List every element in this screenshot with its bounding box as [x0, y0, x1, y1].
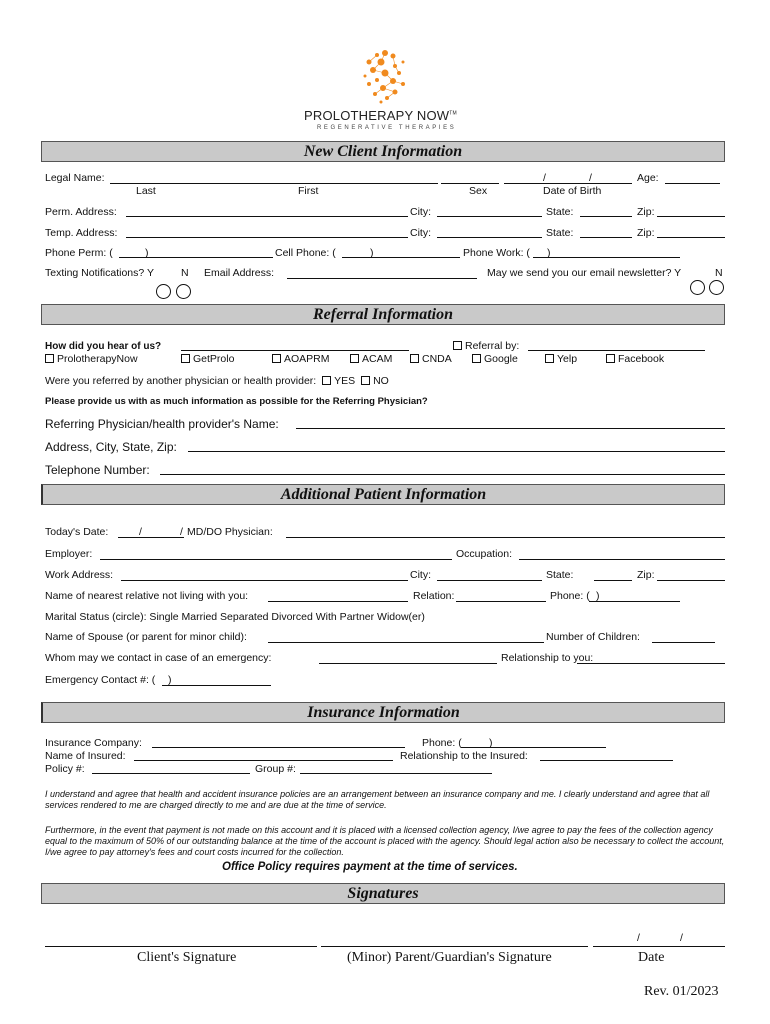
emergency-contact-person-label: Whom may we contact in case of an emergency: [45, 652, 272, 664]
checkbox[interactable] [181, 354, 190, 363]
option-label: ProlotherapyNow [57, 353, 138, 365]
relation-line[interactable] [456, 601, 546, 602]
temp-address-label: Temp. Address: [45, 227, 118, 239]
referred-question-label: Were you referred by another physician or health provider: [45, 375, 317, 387]
sex-line[interactable] [441, 183, 499, 184]
spouse-label: Name of Spouse (or parent for minor child): [45, 631, 247, 643]
opt-cnda[interactable] [410, 353, 452, 365]
children-label: Number of Children: [546, 631, 640, 643]
occupation-line[interactable] [519, 559, 725, 560]
section-signatures: Signatures [41, 883, 725, 904]
checkbox[interactable] [606, 354, 615, 363]
referral-by-label: Referral by: [465, 340, 520, 352]
ref-phone-line[interactable] [160, 474, 725, 475]
how-heard-line[interactable] [181, 350, 409, 351]
checkbox[interactable] [545, 354, 554, 363]
opt-google[interactable] [472, 353, 518, 365]
perm-state-line[interactable] [580, 216, 632, 217]
perm-address-line[interactable] [126, 216, 408, 217]
relation-label: Relation: [413, 590, 455, 602]
temp-city-label: City: [410, 227, 431, 239]
texting-n-circle[interactable] [176, 284, 191, 299]
today-label: Today's Date: [45, 526, 109, 538]
work-zip-line[interactable] [657, 580, 725, 581]
today-slash-1: / [139, 526, 142, 538]
ref-phone-label: Telephone Number: [45, 463, 150, 477]
phone-perm-paren: ) [145, 247, 149, 259]
insurance-phone-line[interactable] [461, 747, 606, 748]
checkbox[interactable] [272, 354, 281, 363]
insured-relationship-line[interactable] [540, 760, 673, 761]
first-caption: First [298, 185, 319, 197]
relative-phone-label: Phone: ( [550, 590, 590, 602]
section-additional: Additional Patient Information [41, 484, 725, 505]
section-insurance: Insurance Information [41, 702, 725, 723]
occupation-label: Occupation: [456, 548, 513, 560]
legal-name-line[interactable] [110, 183, 438, 184]
insurance-company-label: Insurance Company: [45, 737, 142, 749]
relative-phone-paren: ) [596, 590, 600, 602]
option-label: ACAM [362, 353, 393, 365]
phone-perm-line[interactable] [119, 257, 273, 258]
perm-zip-line[interactable] [657, 216, 725, 217]
temp-zip-label: Zip: [637, 227, 655, 239]
texting-n: N [181, 267, 189, 279]
ref-address-line[interactable] [188, 451, 725, 452]
referral-by-line[interactable] [528, 350, 705, 351]
nearest-relative-label: Name of nearest relative not living with you: [45, 590, 249, 602]
perm-city-label: City: [410, 206, 431, 218]
policy-label: Policy #: [45, 763, 85, 775]
logo-tm: TM [449, 110, 457, 117]
relative-phone-line[interactable] [589, 601, 680, 602]
guardian-signature-line[interactable] [321, 946, 588, 947]
logo-tagline: REGENERATIVE THERAPIES [317, 125, 457, 131]
no-checkbox[interactable] [361, 376, 370, 385]
guardian-signature-caption: (Minor) Parent/Guardian's Signature [347, 950, 552, 965]
checkbox[interactable] [472, 354, 481, 363]
temp-city-line[interactable] [437, 237, 542, 238]
option-label: CNDA [422, 353, 452, 365]
checkbox[interactable] [350, 354, 359, 363]
emergency-contact-person-line[interactable] [319, 663, 497, 664]
perm-zip-label: Zip: [637, 206, 655, 218]
work-address-label: Work Address: [45, 569, 114, 581]
insurance-phone-paren: ) [489, 737, 493, 749]
cell-phone-label: Cell Phone: ( [275, 247, 336, 259]
texting-label: Texting Notifications? Y [45, 267, 154, 279]
client-signature-caption: Client's Signature [137, 950, 237, 965]
opt-acam[interactable] [350, 353, 392, 365]
legal-name-label: Legal Name: [45, 172, 105, 184]
marital-status: Marital Status (circle): Single Married Separated Divorced With Partner Widow(er) [45, 611, 425, 623]
work-zip-label: Zip: [637, 569, 655, 581]
newsletter-n-circle[interactable] [709, 280, 724, 295]
yes-label: YES [334, 375, 356, 387]
signature-date-slash-2: / [680, 932, 683, 944]
logo-brand: PROLOTHERAPY NOW [304, 108, 450, 123]
temp-address-line[interactable] [126, 237, 408, 238]
phone-work-line[interactable] [533, 257, 680, 258]
referral-by-checkbox[interactable] [453, 341, 462, 350]
work-address-line[interactable] [121, 580, 408, 581]
option-label: Google [484, 353, 518, 365]
yes-checkbox[interactable] [322, 376, 331, 385]
opt-facebook[interactable] [606, 353, 664, 365]
insured-relationship-label: Relationship to the Insured: [400, 750, 528, 762]
employer-line[interactable] [100, 559, 452, 560]
cell-phone-line[interactable] [342, 257, 460, 258]
temp-state-label: State: [546, 227, 574, 239]
dob-caption: Date of Birth [543, 185, 602, 197]
spouse-line[interactable] [268, 642, 544, 643]
insurance-company-line[interactable] [152, 747, 405, 748]
perm-city-line[interactable] [437, 216, 542, 217]
insured-name-line[interactable] [134, 760, 393, 761]
dob-slash-1: / [543, 172, 546, 184]
revision: Rev. 01/2023 [644, 984, 719, 999]
emergency-number-paren: ) [168, 674, 172, 686]
relationship-line[interactable] [577, 663, 725, 664]
md-label: MD/DO Physician: [187, 526, 273, 538]
provide-info: Please provide us with as much information as possible for the Referring Physician? [45, 396, 428, 407]
today-line[interactable] [118, 537, 184, 538]
option-label: GetProlo [193, 353, 235, 365]
emergency-number-label: Emergency Contact #: ( [45, 674, 156, 686]
phone-work-paren: ) [547, 247, 551, 259]
collection-agreement-text: Furthermore, in the event that payment is not made on this account and it is placed with a licensed collection agency, I/we agree to pay the fees of the collection agency equal to the maximum of 50% of our outstanding balance at the time of the account is placed with the agency. Should legal action also be necessary to collect the account, I/we agree to pay attorney's fees and court costs incurred for the collection. [45, 825, 725, 857]
opt-yelp[interactable] [545, 353, 577, 365]
insurance-agreement-text: I understand and agree that health and accident insurance policies are an arrangement between an insurance company and me. I clearly understand and agree that all services rendered to me are charged directly to me and are due at the time of service. [45, 789, 710, 810]
option-label: Facebook [618, 353, 665, 365]
section-new-client: New Client Information [41, 141, 725, 162]
policy-line[interactable] [92, 773, 250, 774]
sex-caption: Sex [469, 185, 488, 197]
phone-perm-label: Phone Perm: ( [45, 247, 113, 259]
checkbox[interactable] [410, 354, 419, 363]
no-label: NO [373, 375, 389, 387]
dob-slash-2: / [589, 172, 592, 184]
today-slash-2: / [180, 526, 183, 538]
emergency-number-line[interactable] [162, 685, 271, 686]
option-label: AOAPRM [284, 353, 330, 365]
phone-work-label: Phone Work: ( [463, 247, 530, 259]
dob-line[interactable] [504, 183, 632, 184]
opt-prolotherapynow[interactable] [45, 353, 138, 365]
ref-name-line[interactable] [296, 428, 725, 429]
logo [300, 48, 470, 133]
signature-date-line[interactable] [593, 946, 725, 947]
ref-address-label: Address, City, State, Zip: [45, 440, 177, 454]
logo-mark-icon [355, 48, 415, 106]
age-line[interactable] [665, 183, 720, 184]
cell-phone-paren: ) [370, 247, 374, 259]
work-state-label: State: [546, 569, 574, 581]
children-line[interactable] [652, 642, 715, 643]
work-city-label: City: [410, 569, 431, 581]
email-label: Email Address: [204, 267, 275, 279]
md-line[interactable] [286, 537, 725, 538]
group-line[interactable] [300, 773, 492, 774]
opt-aoaprm[interactable] [272, 353, 330, 365]
employer-label: Employer: [45, 548, 93, 560]
group-label: Group #: [255, 763, 296, 775]
relationship-label: Relationship to you: [501, 652, 594, 664]
age-label: Age: [637, 172, 659, 184]
last-caption: Last [136, 185, 156, 197]
checkbox[interactable] [45, 354, 54, 363]
referred-question [45, 375, 389, 387]
newsletter-label: May we send you our email newsletter? Y [487, 267, 682, 279]
opt-getprolo[interactable] [181, 353, 234, 365]
perm-address-label: Perm. Address: [45, 206, 117, 218]
section-referral: Referral Information [41, 304, 725, 325]
temp-zip-line[interactable] [657, 237, 725, 238]
ref-name-label: Referring Physician/health provider's Name: [45, 417, 279, 431]
how-heard-label: How did you hear of us? [45, 341, 162, 352]
date-caption: Date [638, 950, 665, 965]
texting-y-circle[interactable] [156, 284, 171, 299]
email-line[interactable] [287, 278, 477, 279]
temp-state-line[interactable] [580, 237, 632, 238]
option-label: Yelp [557, 353, 578, 365]
insured-name-label: Name of Insured: [45, 750, 126, 762]
nearest-relative-line[interactable] [268, 601, 408, 602]
work-state-line[interactable] [594, 580, 632, 581]
work-city-line[interactable] [437, 580, 542, 581]
insurance-phone-label: Phone: ( [422, 737, 462, 749]
office-policy-note: Office Policy requires payment at the time of services. [222, 861, 518, 873]
perm-state-label: State: [546, 206, 574, 218]
newsletter-y-circle[interactable] [690, 280, 705, 295]
signature-date-slash-1: / [637, 932, 640, 944]
client-signature-line[interactable] [45, 946, 317, 947]
referral-by[interactable] [453, 340, 519, 352]
newsletter-n: N [715, 267, 723, 279]
